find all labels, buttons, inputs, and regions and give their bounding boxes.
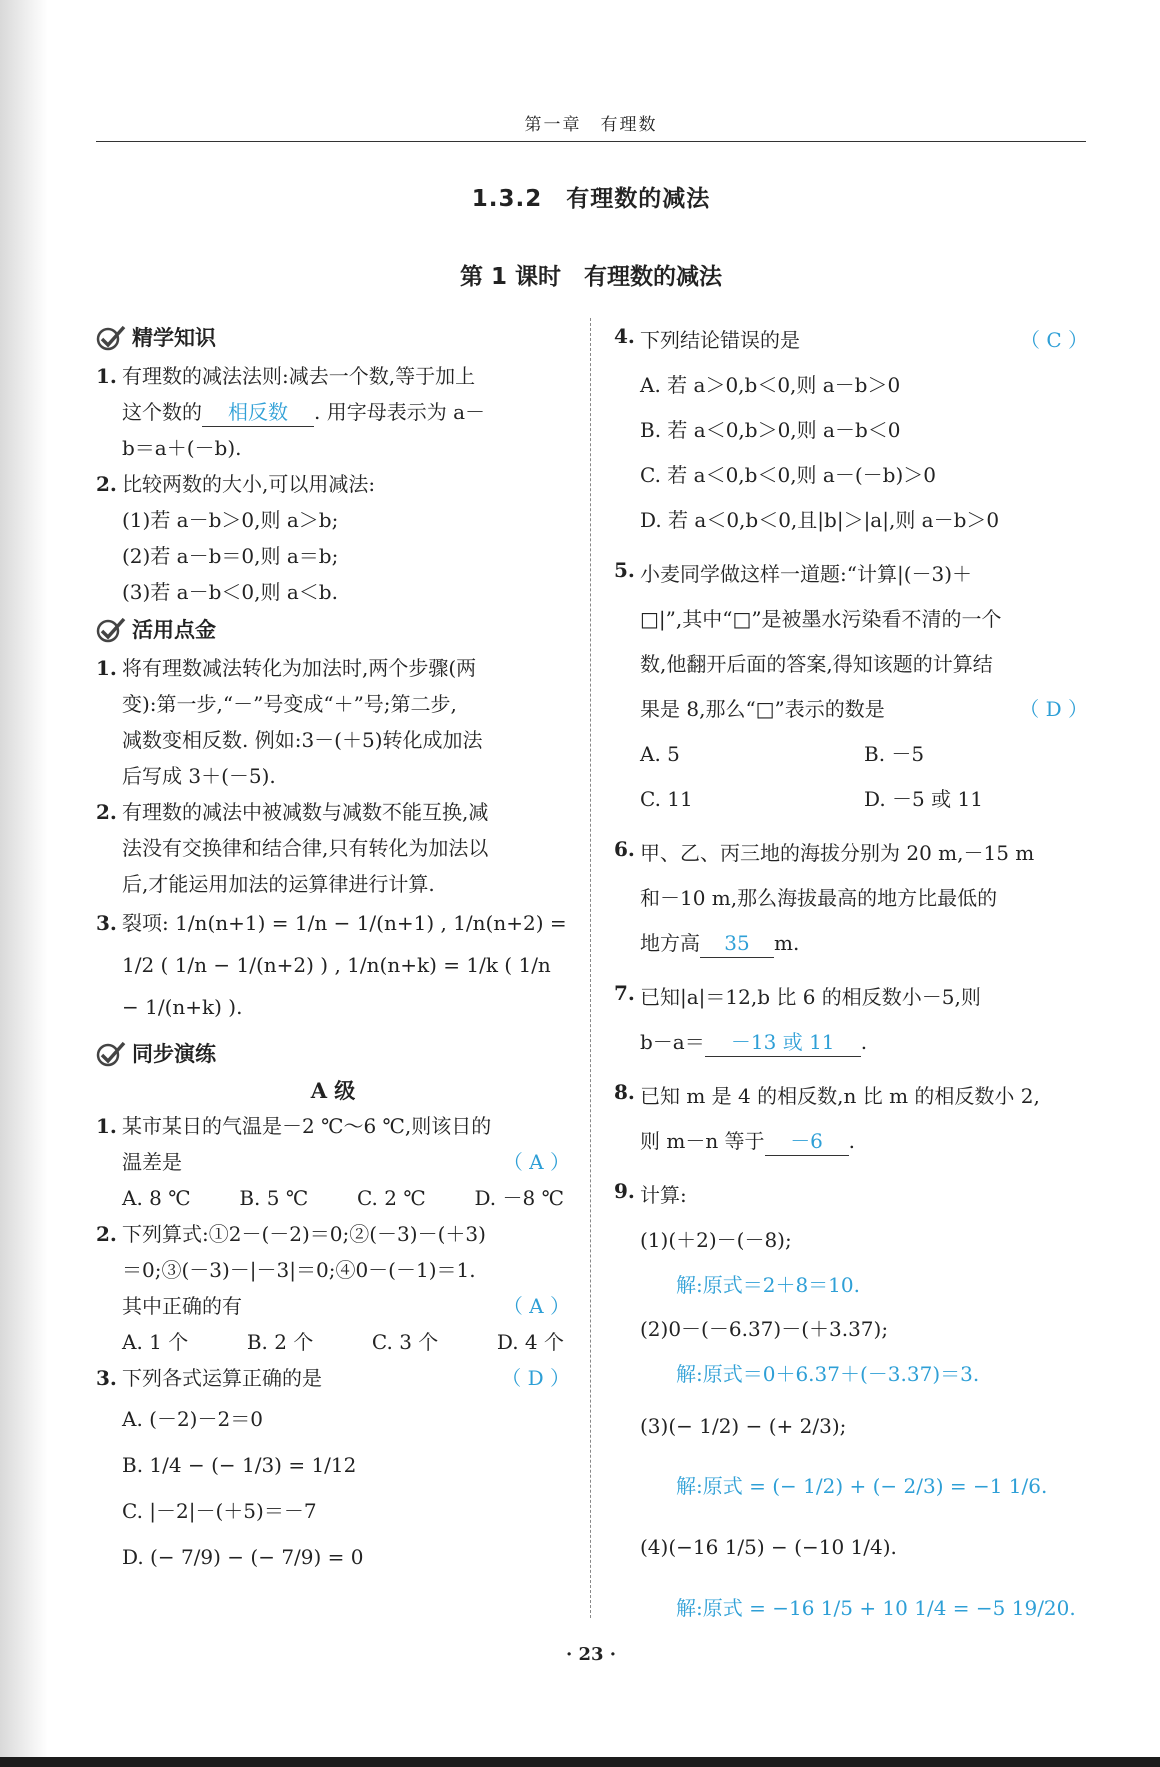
question-number: 8.	[614, 1080, 635, 1104]
checkmark-badge-icon	[96, 616, 126, 644]
options-row	[122, 1180, 570, 1216]
option: B. 2 个	[246, 1330, 314, 1354]
level-label: A 级	[310, 1078, 356, 1103]
right-column	[614, 318, 1088, 1638]
formula-line: 裂项: 1/n(n+1) = 1/n − 1/(n+1) , 1/n(n+2) =	[122, 911, 567, 935]
option: C. 2 ℃	[356, 1186, 426, 1210]
answer-blank: 35	[700, 929, 774, 958]
text-fragment: 温差是	[122, 1150, 182, 1174]
question-text	[640, 921, 1088, 966]
question-2	[96, 1216, 570, 1360]
option: B. 5 ℃	[239, 1186, 309, 1210]
question-text	[122, 1288, 570, 1324]
question-number: 2.	[96, 1222, 117, 1246]
header-rule	[96, 141, 1086, 142]
question-4	[614, 318, 1088, 543]
text-fragment: b－a＝	[640, 1030, 705, 1054]
text-fragment: 其中正确的有	[122, 1294, 242, 1318]
tip-item-1	[96, 650, 570, 794]
formula-line: 1/2 ( 1/n − 1/(n+2) ) , 1/n(n+k) = 1/k ( 1/n − 1/(n+k) ).	[122, 953, 551, 1019]
question-text: ＝0;③(－3)－|－3|＝0;④0－(－1)＝1.	[122, 1258, 476, 1282]
text-line: 法没有交换律和结合律,只有转化为加法以	[122, 836, 489, 860]
question-number: 7.	[614, 981, 635, 1005]
sub-problem: (3)(− 1/2) − (+ 2/3);	[640, 1414, 847, 1438]
lesson-title: 第 1 课时 有理数的减法	[459, 264, 723, 290]
item-number: 1.	[96, 656, 117, 680]
question-text	[122, 1360, 570, 1396]
sub-problem: (2)0－(－6.37)－(＋3.37);	[640, 1317, 889, 1341]
checkmark-badge-icon	[96, 324, 126, 352]
question-text: 已知|a|＝12,b 比 6 的相反数小－5,则	[640, 985, 981, 1009]
text-line: 减数变相反数. 例如:3－(＋5)转化成加法	[122, 728, 483, 752]
option: A. 若 a＞0,b＜0,则 a－b＞0	[640, 373, 901, 397]
sub-problem: (4)(−16 1/5) − (−10 1/4).	[640, 1535, 897, 1559]
bottom-edge-bar	[0, 1757, 1160, 1767]
option: D. －8 ℃	[474, 1186, 564, 1210]
question-3	[96, 1360, 570, 1580]
item-number: 1.	[96, 364, 117, 388]
text-fragment: .	[860, 1030, 868, 1054]
question-number: 1.	[96, 1114, 117, 1138]
option: B. 若 a＜0,b＞0,则 a－b＜0	[640, 418, 901, 442]
solution: 解:原式＝2＋8＝10.	[676, 1273, 860, 1297]
question-9	[614, 1173, 1088, 1638]
section-title: 1.3.2 有理数的减法	[471, 186, 711, 212]
question-7	[614, 975, 1088, 1065]
knowledge-item-2	[96, 466, 570, 610]
option: B. －5	[864, 742, 925, 766]
item-number: 2.	[96, 800, 117, 824]
option: C. 11	[640, 787, 693, 811]
sub-problem: (1)(＋2)－(－8);	[640, 1228, 792, 1252]
choice-answer: （ A ）	[502, 1294, 570, 1318]
choice-answer: （ D ）	[501, 1366, 570, 1390]
option: C. 3 个	[371, 1330, 439, 1354]
choice-answer: （ D ）	[1019, 697, 1088, 721]
text-line: 变):第一步,“－”号变成“＋”号;第二步,	[122, 692, 457, 716]
text-line: 有理数的减法中被减数与减数不能互换,减	[122, 800, 489, 824]
sub-rule: (2)若 a－b＝0,则 a＝b;	[122, 544, 339, 568]
question-number: 9.	[614, 1179, 635, 1203]
question-text	[640, 1020, 1088, 1065]
question-text	[640, 1119, 1088, 1164]
page-number: · 23 ·	[565, 1644, 617, 1665]
text-line	[122, 394, 570, 430]
text-fragment: .	[848, 1129, 855, 1153]
question-text: 某市某日的气温是－2 ℃～6 ℃,则该日的	[122, 1114, 492, 1138]
text-fragment: . 用字母表示为 a－	[314, 400, 485, 424]
solution: 解:原式＝0＋6.37＋(－3.37)＝3.	[676, 1362, 980, 1386]
question-5	[614, 552, 1088, 822]
choice-answer: （ A ）	[502, 1150, 570, 1174]
option: A. 1 个	[122, 1330, 189, 1354]
heading-text: 同步演练	[132, 1042, 216, 1066]
column-divider	[590, 318, 591, 1618]
choice-answer: （ C ）	[1019, 328, 1088, 352]
sub-rule: (1)若 a－b＞0,则 a＞b;	[122, 508, 339, 532]
question-text: 甲、乙、丙三地的海拔分别为 20 m,－15 m	[640, 841, 1035, 865]
question-number: 6.	[614, 837, 635, 861]
answer-blank: －13 或 11	[705, 1028, 861, 1057]
question-text: 数,他翻开后面的答案,得知该题的计算结	[640, 652, 993, 676]
section-heading-jingxue	[96, 318, 570, 358]
option: B. 1/4 − (− 1/3) = 1/12	[122, 1453, 357, 1477]
question-text: 计算:	[640, 1183, 687, 1207]
option: A. (－2)－2＝0	[122, 1407, 263, 1431]
question-8	[614, 1074, 1088, 1164]
option: D. 4 个	[496, 1330, 564, 1354]
section-heading-tongbu	[96, 1034, 570, 1074]
section-heading-huoyong	[96, 610, 570, 650]
text-line: 后,才能运用加法的运算律进行计算.	[122, 872, 435, 896]
question-number: 3.	[96, 1366, 117, 1390]
checkmark-badge-icon	[96, 1040, 126, 1068]
question-text: 下列算式:①2－(－2)＝0;②(－3)－(＋3)	[122, 1222, 486, 1246]
option: D. 若 a＜0,b＜0,且|b|＞|a|,则 a－b＞0	[640, 508, 1000, 532]
page-edge-shadow	[0, 0, 48, 1767]
left-column	[96, 318, 570, 1580]
option: C. |－2|－(＋5)＝－7	[122, 1499, 317, 1523]
chapter-header: 第一章 有理数	[524, 115, 658, 135]
text-fragment: 这个数的	[122, 400, 202, 424]
text-fragment: 下列结论错误的是	[640, 328, 800, 352]
text-line: 后写成 3＋(－5).	[122, 764, 276, 788]
option: A. 8 ℃	[122, 1186, 191, 1210]
answer-blank: 相反数	[202, 398, 314, 427]
heading-text: 精学知识	[132, 326, 216, 350]
solution: 解:原式 = −16 1/5 + 10 1/4 = −5 19/20.	[676, 1596, 1076, 1620]
text-fragment: 则 m－n 等于	[640, 1129, 765, 1153]
option: A. 5	[640, 742, 680, 766]
question-text: 已知 m 是 4 的相反数,n 比 m 的相反数小 2,	[640, 1084, 1040, 1108]
item-number: 2.	[96, 472, 117, 496]
option: D. －5 或 11	[864, 787, 983, 811]
answer-blank: －6	[765, 1127, 849, 1156]
question-number: 5.	[614, 558, 635, 582]
question-1	[96, 1108, 570, 1216]
sub-rule: (3)若 a－b＜0,则 a＜b.	[122, 580, 338, 604]
question-text: 小麦同学做这样一道题:“计算|(－3)＋	[640, 562, 973, 586]
item-number: 3.	[96, 911, 117, 935]
text-fragment: 下列各式运算正确的是	[122, 1366, 322, 1390]
question-text	[122, 1144, 570, 1180]
heading-text: 活用点金	[132, 618, 216, 642]
text-line: 比较两数的大小,可以用减法:	[122, 472, 376, 496]
question-text	[640, 687, 1088, 732]
question-text: □|”,其中“□”是被墨水污染看不清的一个	[640, 607, 1002, 631]
text-line: 将有理数减法转化为加法时,两个步骤(两	[122, 656, 477, 680]
text-fragment: 果是 8,那么“□”表示的数是	[640, 697, 885, 721]
text-fragment: 地方高	[640, 931, 700, 955]
options-grid	[640, 732, 1088, 822]
text-line: 有理数的减法法则:减去一个数,等于加上	[122, 364, 476, 388]
question-6	[614, 831, 1088, 966]
question-text	[640, 318, 1088, 363]
option: C. 若 a＜0,b＜0,则 a－(－b)＞0	[640, 463, 936, 487]
tip-item-2	[96, 794, 570, 902]
question-text: 和－10 m,那么海拔最高的地方比最低的	[640, 886, 998, 910]
question-number: 4.	[614, 324, 635, 348]
text-line: b＝a＋(－b).	[122, 436, 242, 460]
option: D. (− 7/9) − (− 7/9) = 0	[122, 1545, 364, 1569]
options-row	[122, 1324, 570, 1360]
tip-item-3-partial-fractions	[96, 902, 570, 1028]
solution: 解:原式 = (− 1/2) + (− 2/3) = −1 1/6.	[676, 1474, 1048, 1498]
text-fragment: m.	[774, 931, 800, 955]
knowledge-item-1	[96, 358, 570, 466]
